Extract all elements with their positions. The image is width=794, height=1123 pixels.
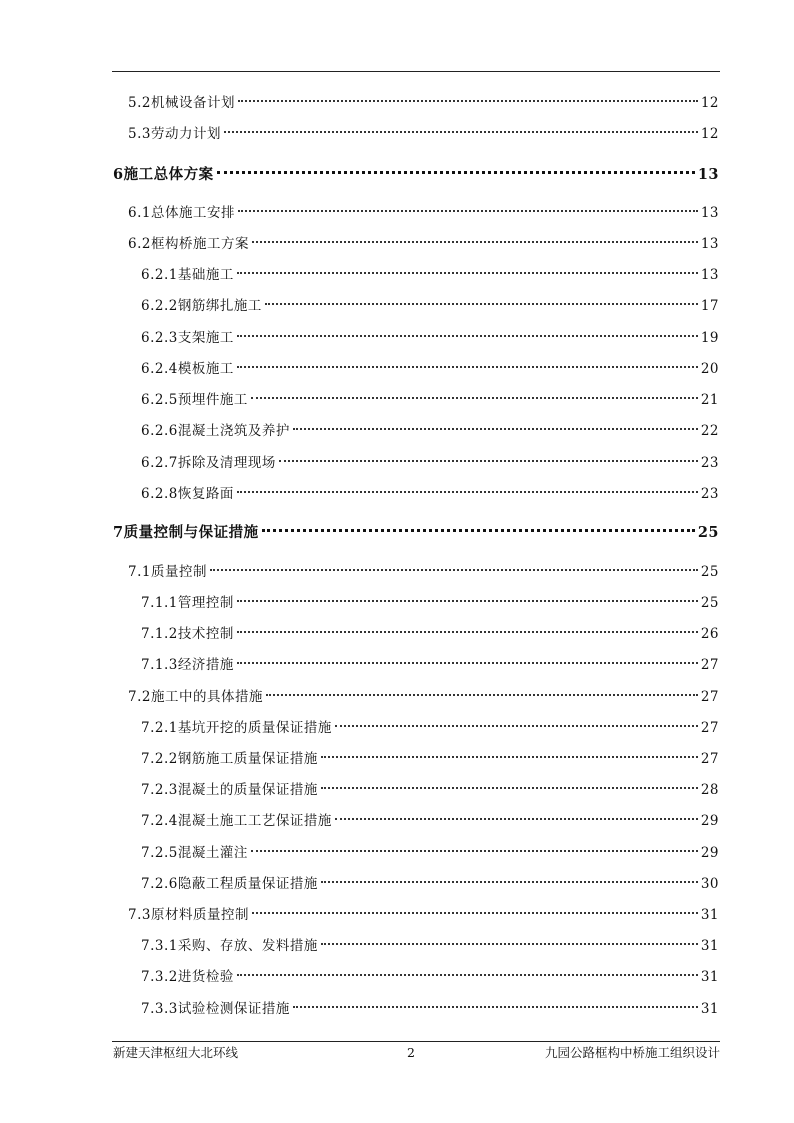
toc-entry[interactable] xyxy=(128,232,719,256)
toc-entry-page-number: 31 xyxy=(700,907,719,923)
toc-entry-title: 7.2施工中的具体措施 xyxy=(128,689,263,705)
toc-dot-leader xyxy=(293,428,698,430)
toc-dot-leader xyxy=(335,725,698,727)
toc-dot-leader xyxy=(251,397,698,399)
toc-entry-title: 7.2.5混凝土灌注 xyxy=(141,845,248,861)
toc-dot-leader xyxy=(293,1006,698,1008)
toc-entry-title: 6.2.3支架施工 xyxy=(141,330,234,346)
toc-dot-leader xyxy=(266,694,698,696)
toc-entry-page-number: 21 xyxy=(700,392,719,408)
toc-entry[interactable] xyxy=(141,326,719,350)
toc-entry-page-number: 28 xyxy=(700,782,719,798)
toc-entry-title: 7.2.2钢筋施工质量保证措施 xyxy=(141,751,318,767)
toc-entry[interactable] xyxy=(141,591,719,615)
toc-entry[interactable] xyxy=(128,122,719,146)
toc-entry[interactable] xyxy=(141,357,719,381)
toc-entry-page-number: 31 xyxy=(700,969,719,985)
toc-entry[interactable] xyxy=(128,201,719,225)
toc-entry[interactable] xyxy=(141,934,719,958)
toc-entry[interactable] xyxy=(141,872,719,896)
toc-entry-page-number: 27 xyxy=(700,657,719,673)
toc-entry-page-number: 25 xyxy=(697,524,719,541)
toc-entry-page-number: 19 xyxy=(700,330,719,346)
footer-project-name: 新建天津枢纽大北环线 xyxy=(113,1045,239,1060)
toc-dot-leader xyxy=(237,662,698,664)
toc-entry-title: 5.3劳动力计划 xyxy=(128,126,221,142)
toc-entry-title: 6.2.8恢复路面 xyxy=(141,486,234,502)
toc-entry[interactable] xyxy=(141,809,719,833)
toc-dot-leader xyxy=(210,569,698,571)
toc-entry-page-number: 27 xyxy=(700,720,719,736)
toc-entry[interactable] xyxy=(141,419,719,443)
toc-dot-leader xyxy=(237,366,698,368)
toc-entry[interactable] xyxy=(128,685,719,709)
toc-dot-leader xyxy=(279,460,698,462)
toc-entry-title: 7.3.2进货检验 xyxy=(141,969,234,985)
toc-dot-leader xyxy=(237,631,698,633)
toc-entry-title: 7.1.1管理控制 xyxy=(141,595,234,611)
footer-rule xyxy=(112,1041,720,1042)
toc-entry-page-number: 29 xyxy=(700,845,719,861)
toc-entry-page-number: 31 xyxy=(700,938,719,954)
toc-entry-page-number: 23 xyxy=(700,486,719,502)
toc-entry-title: 6.2.1基础施工 xyxy=(141,267,234,283)
toc-entry-title: 5.2机械设备计划 xyxy=(128,95,235,111)
toc-dot-leader xyxy=(252,241,698,243)
toc-entry[interactable] xyxy=(141,388,719,412)
toc-entry-title: 6施工总体方案 xyxy=(113,166,214,183)
toc-entry[interactable] xyxy=(113,163,719,187)
toc-entry[interactable] xyxy=(128,903,719,927)
toc-entry-page-number: 29 xyxy=(700,813,719,829)
toc-dot-leader xyxy=(224,131,698,133)
toc-entry[interactable] xyxy=(128,91,719,115)
toc-entry-title: 7.3.3试验检测保证措施 xyxy=(141,1001,290,1017)
toc-entry[interactable] xyxy=(141,653,719,677)
toc-entry-page-number: 13 xyxy=(697,166,719,183)
toc-entry[interactable] xyxy=(141,263,719,287)
toc-entry-page-number: 12 xyxy=(700,126,719,142)
toc-entry[interactable] xyxy=(141,716,719,740)
toc-dot-leader xyxy=(265,303,698,305)
footer-page-number: 2 xyxy=(407,1045,415,1060)
toc-dot-leader xyxy=(238,100,698,102)
toc-entry[interactable] xyxy=(141,451,719,475)
toc-dot-leader xyxy=(237,272,698,274)
toc-entry-title: 7.2.4混凝土施工工艺保证措施 xyxy=(141,813,332,829)
toc-dot-leader xyxy=(251,850,698,852)
toc-entry-page-number: 25 xyxy=(700,564,719,580)
toc-entry-title: 7.2.3混凝土的质量保证措施 xyxy=(141,782,318,798)
toc-entry[interactable] xyxy=(141,294,719,318)
toc-entry-title: 6.2.4模板施工 xyxy=(141,361,234,377)
toc-entry[interactable] xyxy=(141,965,719,989)
toc-entry[interactable] xyxy=(113,521,719,545)
toc-entry-page-number: 13 xyxy=(700,236,719,252)
toc-dot-leader xyxy=(321,943,698,945)
footer-document-title: 九园公路框构中桥施工组织设计 xyxy=(544,1045,720,1060)
toc-dot-leader xyxy=(321,881,698,883)
toc-entry-title: 6.2.7拆除及清理现场 xyxy=(141,455,276,471)
toc-dot-leader xyxy=(237,491,698,493)
toc-entry[interactable] xyxy=(141,622,719,646)
toc-entry-title: 7.1.3经济措施 xyxy=(141,657,234,673)
toc-dot-leader xyxy=(238,210,698,212)
toc-entry-page-number: 27 xyxy=(700,689,719,705)
toc-entry[interactable] xyxy=(141,482,719,506)
toc-entry-page-number: 22 xyxy=(700,423,719,439)
toc-dot-leader xyxy=(321,787,698,789)
toc-entry-page-number: 13 xyxy=(700,267,719,283)
toc-entry-title: 6.1总体施工安排 xyxy=(128,205,235,221)
toc-dot-leader xyxy=(237,974,698,976)
toc-entry-title: 6.2框构桥施工方案 xyxy=(128,236,249,252)
toc-entry[interactable] xyxy=(128,560,719,584)
toc-entry-title: 7.1.2技术控制 xyxy=(141,626,234,642)
toc-entry-page-number: 20 xyxy=(700,361,719,377)
toc-entry-page-number: 23 xyxy=(700,455,719,471)
toc-entry-title: 7.2.6隐蔽工程质量保证措施 xyxy=(141,876,318,892)
toc-entry[interactable] xyxy=(141,778,719,802)
toc-dot-leader xyxy=(321,756,698,758)
toc-entry-page-number: 17 xyxy=(700,298,719,314)
toc-entry[interactable] xyxy=(141,747,719,771)
toc-entry-title: 7质量控制与保证措施 xyxy=(113,524,259,541)
toc-entry[interactable] xyxy=(141,997,719,1021)
toc-dot-leader xyxy=(217,171,695,174)
toc-dot-leader xyxy=(262,529,695,532)
toc-entry-title: 7.3原材料质量控制 xyxy=(128,907,249,923)
toc-entry-page-number: 31 xyxy=(700,1001,719,1017)
toc-entry-title: 7.3.1采购、存放、发料措施 xyxy=(141,938,318,954)
toc-dot-leader xyxy=(252,912,698,914)
toc-entry-title: 7.2.1基坑开挖的质量保证措施 xyxy=(141,720,332,736)
toc-entry-title: 7.1质量控制 xyxy=(128,564,207,580)
toc-entry-title: 6.2.5预埋件施工 xyxy=(141,392,248,408)
toc-entry-page-number: 25 xyxy=(700,595,719,611)
toc-entry-page-number: 27 xyxy=(700,751,719,767)
toc-entry-title: 6.2.6混凝土浇筑及养护 xyxy=(141,423,290,439)
toc-entry-page-number: 26 xyxy=(700,626,719,642)
toc-entry-page-number: 13 xyxy=(700,205,719,221)
toc-dot-leader xyxy=(237,600,698,602)
toc-entry-page-number: 12 xyxy=(700,95,719,111)
toc-dot-leader xyxy=(237,335,698,337)
toc-entry-page-number: 30 xyxy=(700,876,719,892)
toc-entry-title: 6.2.2钢筋绑扎施工 xyxy=(141,298,262,314)
toc-dot-leader xyxy=(335,818,698,820)
toc-entry[interactable] xyxy=(141,841,719,865)
header-rule xyxy=(112,71,720,72)
